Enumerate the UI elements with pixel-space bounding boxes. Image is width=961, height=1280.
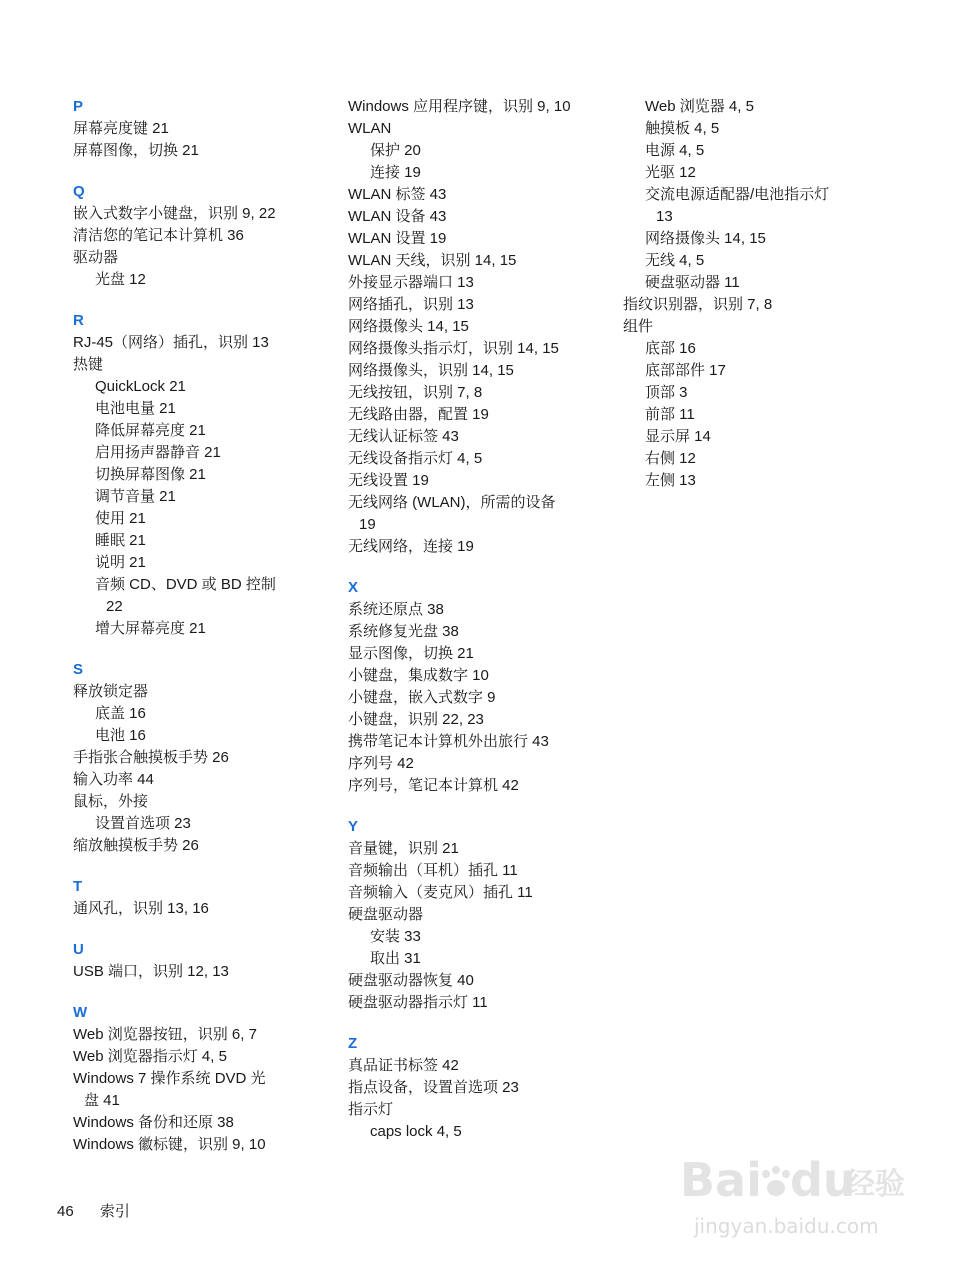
index-entry: 鼠标，外接 [73, 793, 149, 810]
index-subentry: 使用 21 [95, 510, 146, 527]
index-entry: WLAN 设备 43 [348, 208, 447, 225]
svg-text:du: du [790, 1153, 856, 1207]
index-subentry: 安装 33 [370, 928, 421, 945]
index-entry: 音量键，识别 21 [348, 840, 459, 857]
section-letter-heading: Y [348, 818, 359, 835]
index-subentry: 保护 20 [370, 142, 421, 159]
index-entry: 指示灯 [348, 1101, 394, 1118]
index-entry: Windows 备份和还原 38 [73, 1114, 234, 1131]
index-column-3 [623, 96, 868, 511]
index-subentry: 底部部件 17 [645, 362, 726, 379]
index-entry: 缩放触摸板手势 26 [73, 837, 199, 854]
index-subentry: 交流电源适配器/电池指示灯 [645, 186, 830, 203]
index-subentry: 音频 CD、DVD 或 BD 控制 [95, 576, 276, 593]
index-subentry: 启用扬声器静音 21 [95, 444, 221, 461]
index-entry: 小键盘，嵌入式数字 9 [348, 689, 496, 706]
index-entry: 无线认证标签 43 [348, 428, 459, 445]
index-subentry: 降低屏幕亮度 21 [95, 422, 206, 439]
page-footer [57, 1201, 130, 1223]
index-section [348, 577, 613, 797]
index-entry: Windows 应用程序键，识别 9, 10 [348, 98, 571, 115]
index-subentry: 显示屏 14 [645, 428, 711, 445]
index-section [73, 181, 323, 291]
section-letter-heading: Q [73, 183, 85, 200]
index-entry: 系统还原点 38 [348, 601, 444, 618]
index-section [348, 96, 613, 558]
index-entry: 显示图像，切换 21 [348, 645, 474, 662]
index-section [348, 1033, 613, 1143]
index-entry: 序列号 42 [348, 755, 414, 772]
index-entry: WLAN 标签 43 [348, 186, 447, 203]
index-subentry: Web 浏览器 4, 5 [645, 98, 754, 115]
index-subentry: 电池 16 [95, 727, 146, 744]
index-entry: 19 [359, 516, 376, 533]
index-entry: 22 [106, 598, 123, 615]
index-subentry: 光盘 12 [95, 271, 146, 288]
index-entry: 音频输出（耳机）插孔 11 [348, 862, 518, 879]
index-entry: 携带笔记本计算机外出旅行 43 [348, 733, 549, 750]
index-entry: 屏幕图像，切换 21 [73, 142, 199, 159]
index-entry: 输入功率 44 [73, 771, 154, 788]
index-entry: Web 浏览器指示灯 4, 5 [73, 1048, 227, 1065]
index-section [73, 659, 323, 857]
index-entry: 通风孔，识别 13, 16 [73, 900, 209, 917]
baidu-watermark [680, 1148, 910, 1268]
index-entry: 系统修复光盘 38 [348, 623, 459, 640]
index-entry: 指点设备，设置首选项 23 [348, 1079, 519, 1096]
index-entry: 手指张合触摸板手势 26 [73, 749, 229, 766]
index-subentry: 底盖 16 [95, 705, 146, 722]
index-entry: 网络摄像头指示灯，识别 14, 15 [348, 340, 559, 357]
index-entry: 网络摄像头，识别 14, 15 [348, 362, 514, 379]
index-section [73, 876, 323, 920]
index-entry: 序列号，笔记本计算机 42 [348, 777, 519, 794]
index-entry: 网络插孔，识别 13 [348, 296, 474, 313]
index-subentry: 前部 11 [645, 406, 695, 423]
index-subentry: 说明 21 [95, 554, 146, 571]
section-letter-heading: S [73, 661, 84, 678]
index-entry: Windows 7 操作系统 DVD 光 [73, 1070, 266, 1087]
index-entry: USB 端口，识别 12, 13 [73, 963, 229, 980]
index-subentry: 无线 4, 5 [645, 252, 705, 269]
index-entry: 外接显示器端口 13 [348, 274, 474, 291]
index-entry: 组件 [623, 318, 654, 335]
index-subentry: 右侧 12 [645, 450, 696, 467]
baidu-paw-logo-icon [680, 1148, 910, 1218]
index-entry: 无线设备指示灯 4, 5 [348, 450, 483, 467]
index-entry: Windows 徽标键，识别 9, 10 [73, 1136, 266, 1153]
index-entry: 热键 [73, 356, 104, 373]
index-entry: 无线路由器，配置 19 [348, 406, 489, 423]
index-entry: 硬盘驱动器恢复 40 [348, 972, 474, 989]
index-entry: 清洁您的笔记本计算机 36 [73, 227, 244, 244]
index-subentry: 左侧 13 [645, 472, 696, 489]
index-subentry: 电池电量 21 [95, 400, 176, 417]
index-section [73, 939, 323, 983]
section-letter-heading: T [73, 878, 83, 895]
index-entry: 无线设置 19 [348, 472, 429, 489]
index-section [348, 816, 613, 1014]
watermark-url: jingyan.baidu.com [694, 1214, 879, 1238]
index-section [73, 310, 323, 640]
svg-text:Bai: Bai [680, 1153, 762, 1207]
section-letter-heading: W [73, 1004, 88, 1021]
index-entry: 音频输入（麦克风）插孔 11 [348, 884, 533, 901]
index-column-1 [73, 96, 323, 1175]
index-section [623, 96, 868, 492]
index-subentry: QuickLock 21 [95, 378, 186, 395]
index-entry: 嵌入式数字小键盘，识别 9, 22 [73, 205, 276, 222]
index-entry: 屏幕亮度键 21 [73, 120, 169, 137]
index-entry: 无线按钮，识别 7, 8 [348, 384, 483, 401]
index-subentry: 底部 16 [645, 340, 696, 357]
index-entry: Web 浏览器按钮，识别 6, 7 [73, 1026, 257, 1043]
index-subentry: 睡眠 21 [95, 532, 146, 549]
section-letter-heading: X [348, 579, 359, 596]
index-entry: 驱动器 [73, 249, 119, 266]
section-title: 索引 [99, 1203, 130, 1220]
index-entry: 指纹识别器，识别 7, 8 [623, 296, 773, 313]
index-subentry: 调节音量 21 [95, 488, 176, 505]
svg-text:经验: 经验 [845, 1167, 905, 1202]
index-subentry: 电源 4, 5 [645, 142, 705, 159]
section-letter-heading: R [73, 312, 84, 329]
index-section [73, 1002, 323, 1156]
index-subentry: 增大屏幕亮度 21 [95, 620, 206, 637]
index-entry: WLAN 设置 19 [348, 230, 447, 247]
index-subentry: 切换屏幕图像 21 [95, 466, 206, 483]
index-subentry: 网络摄像头 14, 15 [645, 230, 766, 247]
index-entry: 释放锁定器 [73, 683, 149, 700]
index-subentry: caps lock 4, 5 [370, 1123, 462, 1140]
index-entry: 小键盘，识别 22, 23 [348, 711, 484, 728]
index-subentry: 取出 31 [370, 950, 421, 967]
index-entry: 真品证书标签 42 [348, 1057, 459, 1074]
index-subentry: 连接 19 [370, 164, 421, 181]
index-entry: 硬盘驱动器 [348, 906, 424, 923]
index-subentry: 触摸板 4, 5 [645, 120, 720, 137]
index-entry: 盘 41 [84, 1092, 120, 1109]
index-entry: RJ-45（网络）插孔，识别 13 [73, 334, 269, 351]
index-subentry: 顶部 3 [645, 384, 688, 401]
index-subentry: 光驱 12 [645, 164, 696, 181]
index-entry: 无线网络，连接 19 [348, 538, 474, 555]
index-section [73, 96, 323, 162]
index-subentry: 硬盘驱动器 11 [645, 274, 740, 291]
index-entry: WLAN 天线，识别 14, 15 [348, 252, 517, 269]
index-entry: WLAN [348, 120, 392, 137]
section-letter-heading: P [73, 98, 84, 115]
page-number: 46 [57, 1203, 74, 1220]
section-letter-heading: U [73, 941, 84, 958]
index-entry: 13 [656, 208, 673, 225]
index-entry: 小键盘，集成数字 10 [348, 667, 489, 684]
index-column-2 [348, 96, 613, 1162]
section-letter-heading: Z [348, 1035, 358, 1052]
index-entry: 无线网络 (WLAN)，所需的设备 [348, 494, 556, 511]
index-entry: 硬盘驱动器指示灯 11 [348, 994, 488, 1011]
index-subentry: 设置首选项 23 [95, 815, 191, 832]
index-entry: 网络摄像头 14, 15 [348, 318, 469, 335]
